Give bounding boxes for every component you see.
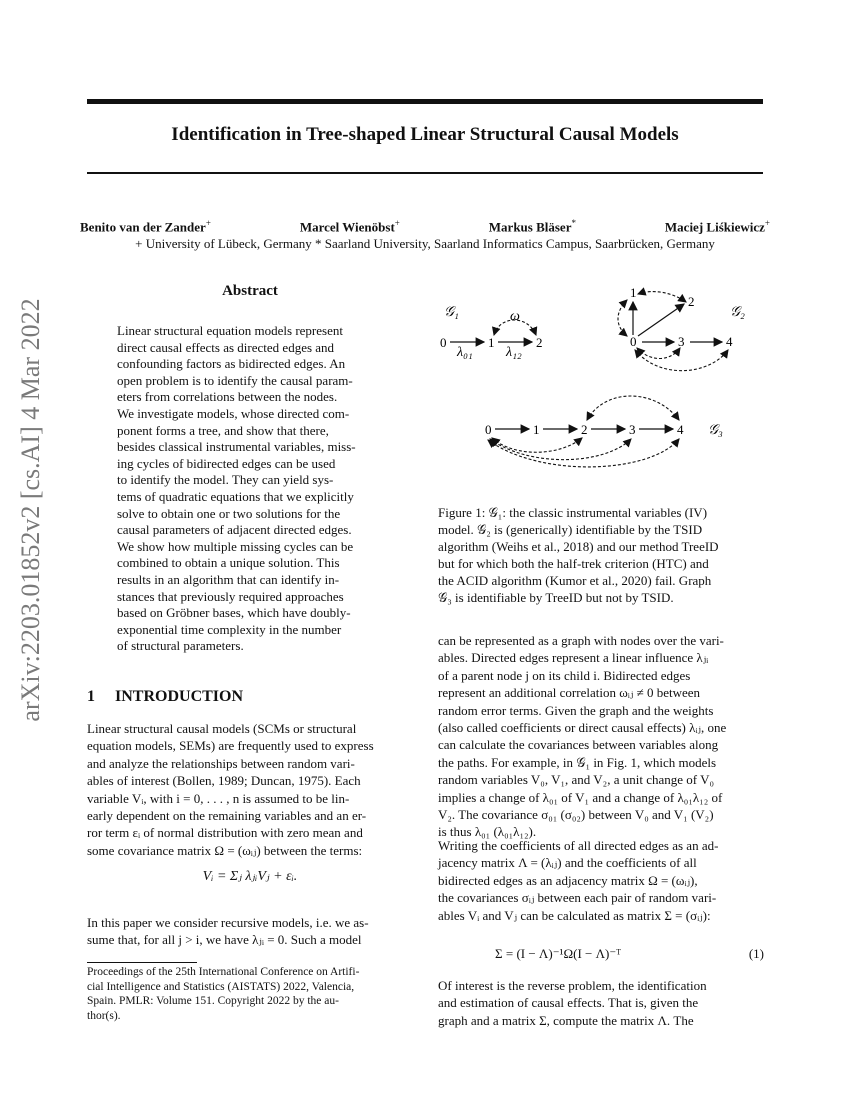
author: Benito van der Zander+ [80,218,211,235]
text-line: bidirected edges as an adjacency matrix Ω = (ωᵢⱼ), [438,872,698,888]
author: Marcel Wienöbst+ [299,218,400,235]
paper-title: Identification in Tree-shaped Linear Structural Causal Models [171,124,679,145]
text-line: exponential time complexity in the number [117,621,342,637]
text-line: Linear structural equation models represent [117,323,343,338]
text-line: 𝒢₃ is identifiable by TreeID but not by TSID. [438,590,674,605]
text-line: early dependent on the remaining variables and an er- [87,808,367,823]
g1-node: 0 [440,335,447,350]
text-line: results in an algorithm that can identify in- [117,572,340,587]
text-line: Of interest is the reverse problem, the identification [438,978,707,993]
g3-bidirected-edge [587,396,679,420]
author: Markus Bläser* [488,218,576,235]
text-line: causal parameters of adjacent directed edges. [117,522,352,538]
text-line: V₂. The covariance σ₀₁ (σ₀₂) between V₀ and V₁ (V₂) [438,807,714,822]
text-line: the covariances σᵢⱼ between each pair of random vari- [438,890,717,906]
text-line: is thus λ₀₁ (λ₀₁λ₁₂). [438,824,537,840]
omega-label: ω [510,309,520,324]
lambda01-label: λ₀₁ [457,345,473,360]
abstract-heading: Abstract [222,283,278,299]
text-line: graph and a matrix Σ, compute the matrix Λ. The [438,1012,694,1028]
g3-node: 2 [581,422,588,437]
g2-node: 3 [678,334,685,349]
g3-node: 4 [677,422,684,437]
text-line: variable Vᵢ, with i = 0, . . . , n is assumed to be lin- [87,790,350,806]
g3-node: 3 [629,422,636,437]
text-line: can calculate the covariances between variables along [438,737,719,753]
text-line: combined to obtain a unique solution. This [117,555,340,571]
text-line: Writing the coefficients of all directed edges as an ad- [438,838,719,853]
author-list [80,218,770,235]
text-line: can be represented as a graph with nodes over the vari- [438,633,724,648]
text-line: Proceedings of the 25th International Conference on Artifi- [87,966,360,978]
g2-bidirected-edge [635,350,728,371]
g2-node: 1 [630,285,637,300]
text-line: stances that previously required approaches [117,588,344,604]
text-line: sume that, for all j > i, we have λⱼᵢ = 0. Such a model [87,932,362,948]
text-line: ponent forms a tree, and show that there, [117,422,329,438]
text-line: of structural parameters. [117,638,244,654]
text-line: of a parent node j on its child i. Bidirected edges [438,667,691,683]
text-line: but for which both the half-trek criterion (HTC) and [438,556,709,571]
text-line: direct causal effects as directed edges and [117,339,335,355]
text-line: and analyze the relationships between random vari- [87,755,355,771]
text-line: equation models, SEMs) are frequently used to express [87,738,374,754]
text-line: We investigate models, whose directed com- [117,406,350,421]
text-line: and estimation of causal effects. That is, given the [438,995,699,1011]
g1-label: 𝒢₁ [444,305,459,320]
text-line: tems of quadratic equations that we explicitly [117,489,354,504]
text-line: some covariance matrix Ω = (ωᵢⱼ) between the terms: [87,842,363,858]
text-line: to identify the model. They can yield sys- [117,472,334,488]
text-line: random error terms. Given the graph and the weights [438,702,714,718]
g3-node: 1 [533,422,540,437]
text-line: the ACID algorithm (Kumor et al., 2020) fail. Graph [438,573,712,588]
g3-label: 𝒢₃ [708,423,723,438]
g2-label: 𝒢₂ [730,305,745,320]
g1-node: 2 [536,335,543,350]
text-line: open problem is to identify the causal param- [117,372,353,388]
g3-bidirected-edge [488,439,679,467]
text-line: eters from correlations between the nodes. [117,389,338,405]
text-line: In this paper we consider recursive models, i.e. we as- [87,915,369,930]
text-line: besides classical instrumental variables, miss- [117,439,356,455]
title-rule-bottom [87,172,763,174]
text-line: cial Intelligence and Statistics (AISTATS) 2022, Valencia, [87,980,355,993]
text-line: We show how multiple missing cycles can be [117,538,354,554]
text-line: Linear structural causal models (SCMs or structural [87,721,357,736]
text-line: ables Vᵢ and Vⱼ can be calculated as matrix Σ = (σᵢⱼ): [438,907,711,923]
title-rule-top [87,99,763,104]
text-line: ables of interest (Bollen, 1989; Duncan, 1975). Each [87,773,361,789]
text-line: ables. Directed edges represent a linear influence λⱼᵢ [438,650,709,666]
text-line: represent an additional correlation ωᵢⱼ ≠ 0 between [438,685,701,701]
text-line: model. 𝒢₂ is (generically) identifiable by the TSID [438,522,703,537]
text-line: based on Gröbner bases, which have doubly- [117,605,351,621]
text-line: random variables V₀, V₁, and V₂, a unit change of V₀ [438,772,715,788]
arxiv-watermark: arXiv:2203.01852v2 [cs.AI] 4 Mar 2022 [16,298,45,722]
structural-equation: Vᵢ = Σⱼ λⱼᵢVⱼ + εᵢ. [202,869,298,884]
g2-node: 2 [688,294,695,309]
g2-bidirected-edge [618,300,627,336]
g3-node: 0 [485,422,492,437]
g2-bidirected-edge [637,348,680,359]
text-line: implies a change of λ₀₁ of V₁ and a change of λ₀₁λ₁₂ of [438,789,723,805]
text-line: Spain. PMLR: Volume 151. Copyright 2022 by the au- [87,995,339,1007]
g2-node: 4 [726,334,733,349]
g2-node: 0 [630,334,637,349]
author: Maciej Liśkiewicz+ [664,218,770,235]
text-line: Figure 1: 𝒢₁: the classic instrumental variables (IV) [438,505,708,520]
affiliations: + University of Lübeck, Germany * Saarland University, Saarland Informatics Campus, Saarbrücken, Germany [135,236,715,251]
text-line: ror term εᵢ of normal distribution with zero mean and [87,825,363,841]
figure-1 [430,280,770,470]
text-line: (also called coefficients or direct causal effects) λᵢⱼ, one [438,720,727,735]
text-line: ing cycles of bidirected edges can be used [117,455,336,471]
text-line: jacency matrix Λ = (λᵢⱼ) and the coefficients of all [438,855,697,871]
text-line: thor(s). [87,1009,121,1022]
g2-bidirected-edge [638,292,686,302]
footnote-rule [87,962,197,963]
text-line: solve to obtain one or two solutions for the [117,505,341,521]
g1-node: 1 [488,335,495,350]
lambda12-label: λ₁₂ [506,345,522,360]
section-heading: 1 INTRODUCTION [87,688,244,705]
text-line: confounding factors as bidirected edges. An [117,356,346,372]
g2-edge [638,304,684,336]
text-line: algorithm (Weihs et al., 2018) and our method TreeID [438,539,719,554]
text-line: the paths. For example, in 𝒢₁ in Fig. 1, which models [438,754,717,770]
